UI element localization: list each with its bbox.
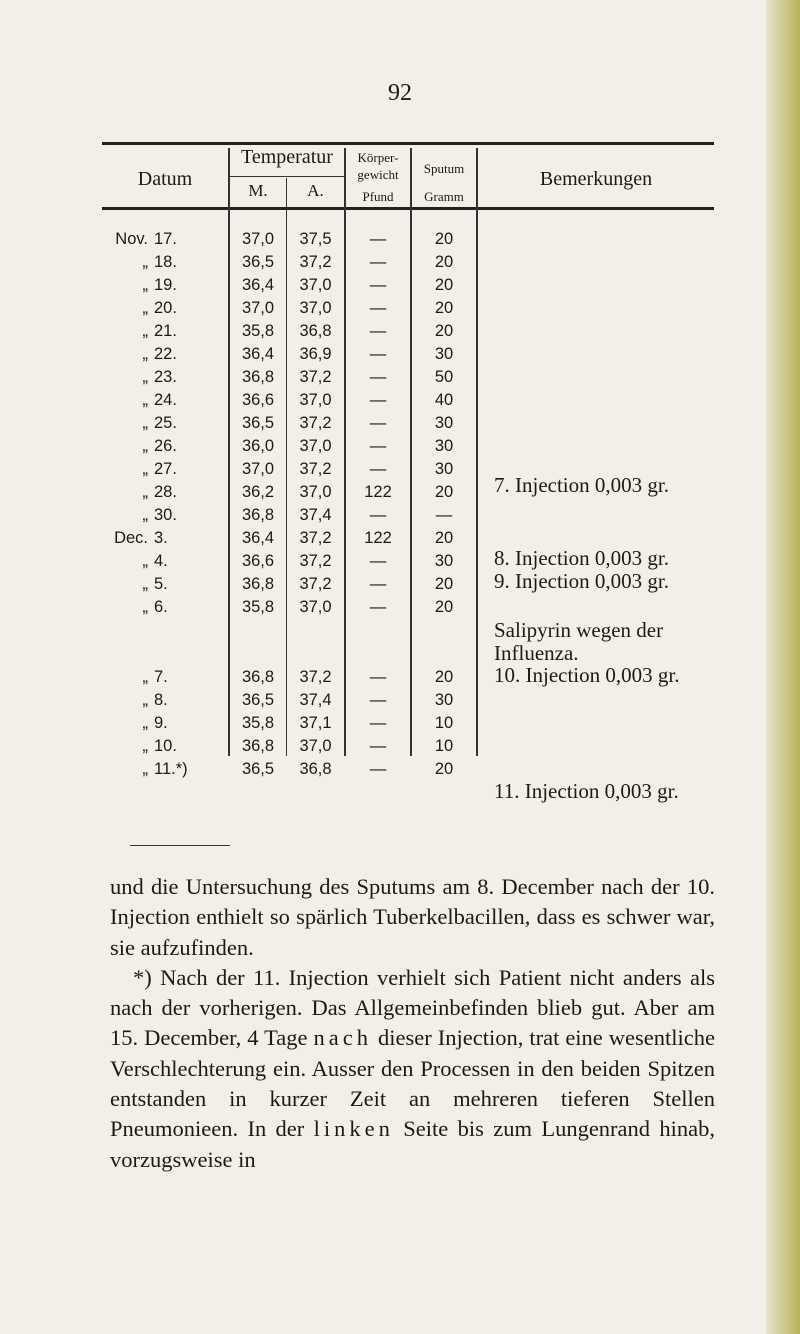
sputum-amount: 10 [434,714,454,732]
sputum-amount: 30 [434,552,454,570]
temp-evening: 37,2 [299,460,332,478]
date-day: 18. [154,253,177,271]
date-prefix: „ [142,506,148,524]
date-day: 17. [154,230,177,248]
temp-morning: 36,6 [241,552,275,570]
body-text [110,872,715,1175]
date-prefix: „ [142,714,148,732]
date-day: 30. [154,506,177,524]
temp-morning: 37,0 [241,230,275,248]
date-prefix: „ [142,460,148,478]
page-edge [766,0,800,1334]
temp-morning: 36,5 [241,691,275,709]
sputum-amount: 20 [434,529,454,547]
body-weight: — [369,691,387,709]
temp-morning: 36,8 [241,737,275,755]
temp-morning: 36,4 [241,345,275,363]
date-prefix: „ [142,368,148,386]
date-day: 28. [154,483,177,501]
temp-evening: 37,4 [299,691,332,709]
body-weight: — [369,552,387,570]
emphasis-linken: linken [313,1116,394,1142]
sputum-amount: 20 [434,322,454,340]
temp-morning: 36,6 [241,391,275,409]
temp-evening: 37,2 [299,529,332,547]
temp-morning: 36,2 [241,483,275,501]
sputum-amount: 50 [434,368,454,386]
body-weight: — [369,437,387,455]
date-day: 19. [154,276,177,294]
sputum-amount: 20 [434,483,454,501]
header-sputum: Sputum [423,161,465,176]
temp-morning: 37,0 [241,460,275,478]
temp-evening: 36,8 [299,322,332,340]
body-weight: — [369,737,387,755]
date-day: 23. [154,368,177,386]
temp-morning: 36,8 [241,575,275,593]
page-number: 92 [388,80,412,106]
temp-morning: 36,5 [241,253,275,271]
date-day: 7. [154,668,168,686]
date-day: 22. [154,345,177,363]
sputum-amount: 20 [434,230,454,248]
remark-salipyrin: Salipyrin wegen der Influenza. [494,618,664,665]
temp-evening: 37,2 [299,253,332,271]
date-prefix: Dec. [114,529,148,547]
body-weight: — [369,322,387,340]
sputum-amount: 30 [434,414,454,432]
date-prefix: „ [142,737,148,755]
date-prefix: „ [142,391,148,409]
temp-morning: 35,8 [241,322,275,340]
header-weight-line2: gewicht [357,167,399,182]
temp-morning: 36,5 [241,414,275,432]
date-prefix: „ [142,414,148,432]
remark-injection-10: 10. Injection 0,003 gr. [494,663,680,687]
remark-injection-7: 7. Injection 0,003 gr. [494,473,669,497]
temp-morning: 36,4 [241,276,275,294]
sputum-amount: 10 [434,737,454,755]
body-weight: — [369,760,387,778]
temp-evening: 37,0 [299,299,332,317]
body-weight: — [369,391,387,409]
remark-injection-11: 11. Injection 0,003 gr. [494,779,679,803]
sputum-amount: 30 [434,437,454,455]
date-prefix: „ [142,483,148,501]
temp-morning: 37,0 [241,299,275,317]
header-date: Datum [137,168,193,190]
date-prefix: „ [142,552,148,570]
body-weight: — [369,345,387,363]
body-weight: — [369,368,387,386]
temp-morning: 36,0 [241,437,275,455]
paragraph-2-mid: dieser Injection, trat eine wesentliche Verschlechterung ein. Ausser den Processen in den beiden Spitzen entstanden in kurzer Zeit an mehreren tieferen Stellen Pneumonieen. In der [110,1025,715,1142]
temp-evening: 37,5 [299,230,332,248]
paragraph-2 [110,963,715,1175]
temp-evening: 37,0 [299,737,332,755]
remark-injection-8: 8. Injection 0,003 gr. [494,546,669,570]
date-prefix: „ [142,598,148,616]
footnote-rule [130,845,230,846]
temp-evening: 37,2 [299,668,332,686]
temp-morning: 35,8 [241,714,275,732]
body-weight: 122 [364,529,392,547]
table-top-rule [102,142,714,145]
header-weight-unit: Pfund [362,189,394,204]
temp-morning: 36,8 [241,668,275,686]
temp-evening: 37,0 [299,391,332,409]
table-header-rule [102,207,714,210]
sputum-amount: 20 [434,668,454,686]
temp-evening: 37,0 [299,437,332,455]
temp-evening: 37,0 [299,598,332,616]
date-day: 20. [154,299,177,317]
temp-evening: 37,2 [299,575,332,593]
temp-morning: 36,8 [241,368,275,386]
date-day: 8. [154,691,168,709]
date-prefix: Nov. [115,230,148,248]
date-day: 11.*) [154,760,188,778]
temp-morning: 36,5 [241,760,275,778]
body-weight: — [369,230,387,248]
body-weight: — [369,668,387,686]
body-weight: — [369,276,387,294]
date-day: 24. [154,391,177,409]
date-prefix: „ [142,299,148,317]
header-weight-line1: Körper- [357,150,399,165]
date-day: 10. [154,737,177,755]
temp-evening: 37,1 [299,714,332,732]
date-prefix: „ [142,668,148,686]
date-prefix: „ [142,345,148,363]
header-remarks: Bemerkungen [539,168,653,190]
sputum-amount: 30 [434,691,454,709]
date-day: 26. [154,437,177,455]
date-day: 6. [154,598,168,616]
temp-evening: 37,2 [299,368,332,386]
sputum-amount: 20 [434,276,454,294]
date-day: 3. [154,529,168,547]
sputum-amount: 30 [434,345,454,363]
header-evening: A. [307,181,324,200]
temp-morning: 36,8 [241,506,275,524]
temp-evening: 37,0 [299,483,332,501]
temp-evening: 36,8 [299,760,332,778]
date-day: 21. [154,322,177,340]
date-prefix: „ [142,276,148,294]
date-day: 4. [154,552,168,570]
body-weight: — [369,506,387,524]
date-day: 9. [154,714,168,732]
sputum-amount: 40 [434,391,454,409]
remark-injection-9: 9. Injection 0,003 gr. [494,569,669,593]
body-weight: — [369,714,387,732]
temperature-header-rule [230,176,344,177]
temp-evening: 36,9 [299,345,332,363]
temp-evening: 37,2 [299,414,332,432]
date-prefix: „ [142,760,148,778]
sputum-amount: 20 [434,575,454,593]
body-weight: — [369,414,387,432]
temp-evening: 37,4 [299,506,332,524]
date-prefix: „ [142,253,148,271]
sputum-amount: 20 [434,253,454,271]
temp-evening: 37,2 [299,552,332,570]
date-prefix: „ [142,691,148,709]
emphasis-nach: nach [313,1025,373,1051]
header-temperature: Temperatur [241,146,333,168]
sputum-amount: 20 [434,760,454,778]
paragraph-1: und die Untersuchung des Sputums am 8. December nach der 10. Injection enthielt so spärlich Tuberkelbacillen, dass es schwer war, sie aufzufinden. [110,874,715,960]
sputum-amount: 20 [434,299,454,317]
body-weight: — [369,253,387,271]
paragraph-2-start: *) Nach der 11. Injection verhielt sich Patient nicht anders als nach der vorherigen. Das Allgemeinbefinden blieb gut. Aber am 15. December, 4 Tage [110,964,715,1051]
temp-morning: 36,4 [241,529,275,547]
paragraph-2-end: Seite bis zum Lungenrand hinab, vorzugsweise in [110,1116,716,1172]
date-day: 27. [154,460,177,478]
body-weight: — [369,460,387,478]
header-sputum-unit: Gramm [424,189,464,204]
body-weight: — [369,299,387,317]
temp-evening: 37,0 [299,276,332,294]
date-prefix: „ [142,575,148,593]
sputum-amount: 20 [434,598,454,616]
date-prefix: „ [142,322,148,340]
date-prefix: „ [142,437,148,455]
date-day: 25. [154,414,177,432]
temp-morning: 35,8 [241,598,275,616]
body-weight: — [369,598,387,616]
header-weight [346,149,410,183]
column-divider [476,148,478,756]
sputum-amount: — [435,506,453,524]
date-day: 5. [154,575,168,593]
sputum-amount: 30 [434,460,454,478]
body-weight: 122 [364,483,392,501]
body-weight: — [369,575,387,593]
header-morning: M. [248,181,268,200]
